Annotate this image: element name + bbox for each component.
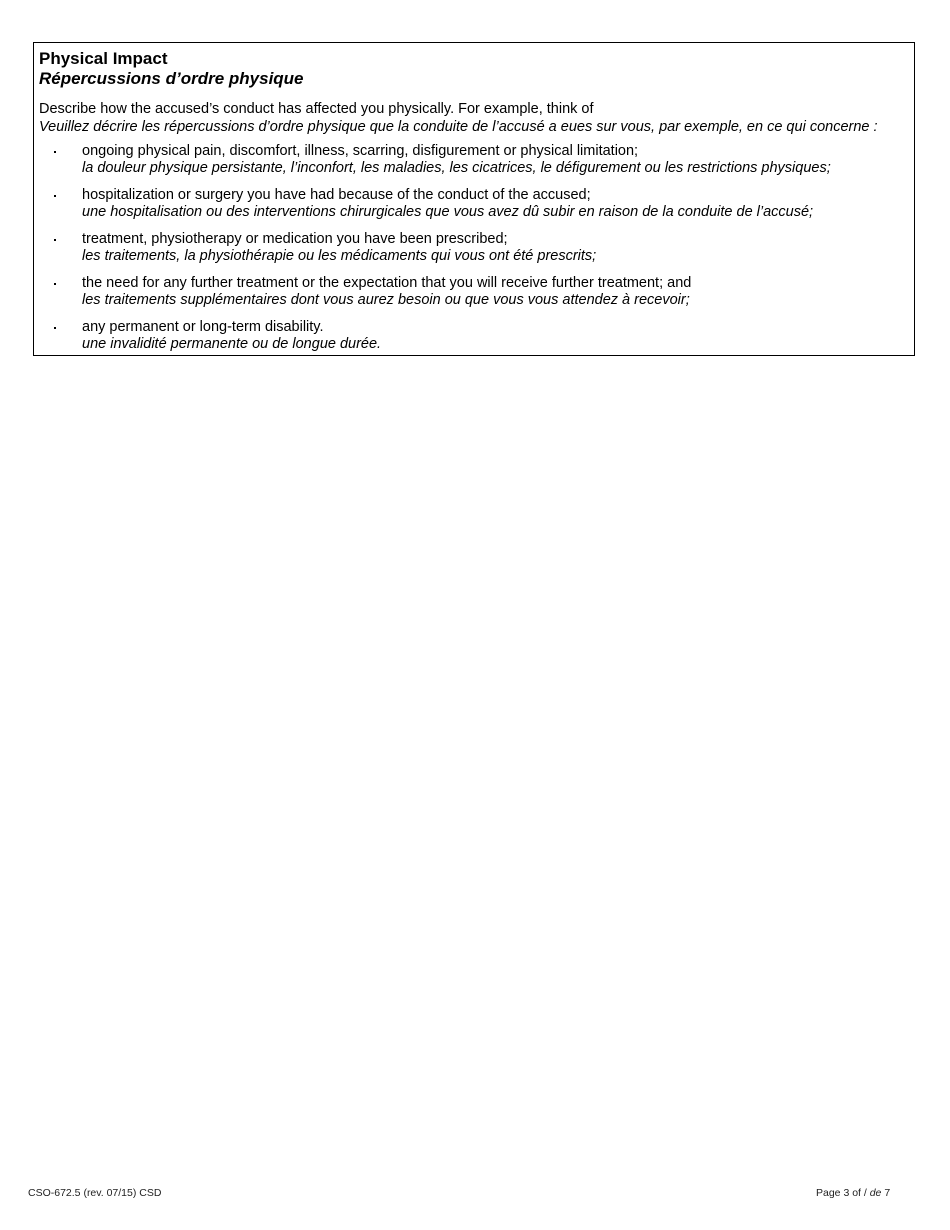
list-item-text-fr: la douleur physique persistante, l’inconfort, les maladies, les cicatrices, le défigurement ou les restrictions physiques; xyxy=(82,160,831,176)
intro-text-fr: Veuillez décrire les répercussions d’ordre physique que la conduite de l’accusé a eues sur vous, par exemple, en ce qui concerne : xyxy=(39,119,878,135)
list-item-text-en: any permanent or long-term disability. xyxy=(82,319,324,335)
bullet-icon xyxy=(54,151,56,153)
page-number xyxy=(816,1187,890,1200)
physical-impact-section xyxy=(33,42,915,356)
section-title-fr: Répercussions d’ordre physique xyxy=(39,69,304,88)
form-number: CSO-672.5 (rev. 07/15) CSD xyxy=(28,1187,162,1199)
page-number-total: 7 xyxy=(881,1187,891,1199)
bullet-icon xyxy=(54,239,56,241)
list-item xyxy=(34,187,914,231)
list-item-text-en: ongoing physical pain, discomfort, illness, scarring, disfigurement or physical limitation; xyxy=(82,143,639,159)
list-item-text-en: the need for any further treatment or the expectation that you will receive further treatment; and xyxy=(82,275,692,291)
list-item-text-en: treatment, physiotherapy or medication you have been prescribed; xyxy=(82,231,508,247)
list-item xyxy=(34,231,914,275)
list-item-text-fr: une invalidité permanente ou de longue durée. xyxy=(82,336,382,352)
list-item xyxy=(34,143,914,187)
impact-examples-list xyxy=(34,143,914,363)
list-item-text-fr: une hospitalisation ou des interventions chirurgicales que vous avez dû subir en raison de la conduite de l’accusé; xyxy=(82,204,814,220)
page-number-de: de xyxy=(869,1187,882,1199)
section-title-en: Physical Impact xyxy=(39,49,168,68)
list-item xyxy=(34,275,914,319)
bullet-icon xyxy=(54,283,56,285)
page-number-prefix: Page 3 of / xyxy=(816,1187,870,1199)
intro-text-en: Describe how the accused’s conduct has affected you physically. For example, think of xyxy=(39,101,594,117)
list-item-text-fr: les traitements supplémentaires dont vous aurez besoin ou que vous vous attendez à recevoir; xyxy=(82,292,690,308)
list-item-text-fr: les traitements, la physiothérapie ou les médicaments qui vous ont été prescrits; xyxy=(82,248,597,264)
bullet-icon xyxy=(54,195,56,197)
list-item-text-en: hospitalization or surgery you have had because of the conduct of the accused; xyxy=(82,187,591,203)
bullet-icon xyxy=(54,327,56,329)
list-item xyxy=(34,319,914,363)
